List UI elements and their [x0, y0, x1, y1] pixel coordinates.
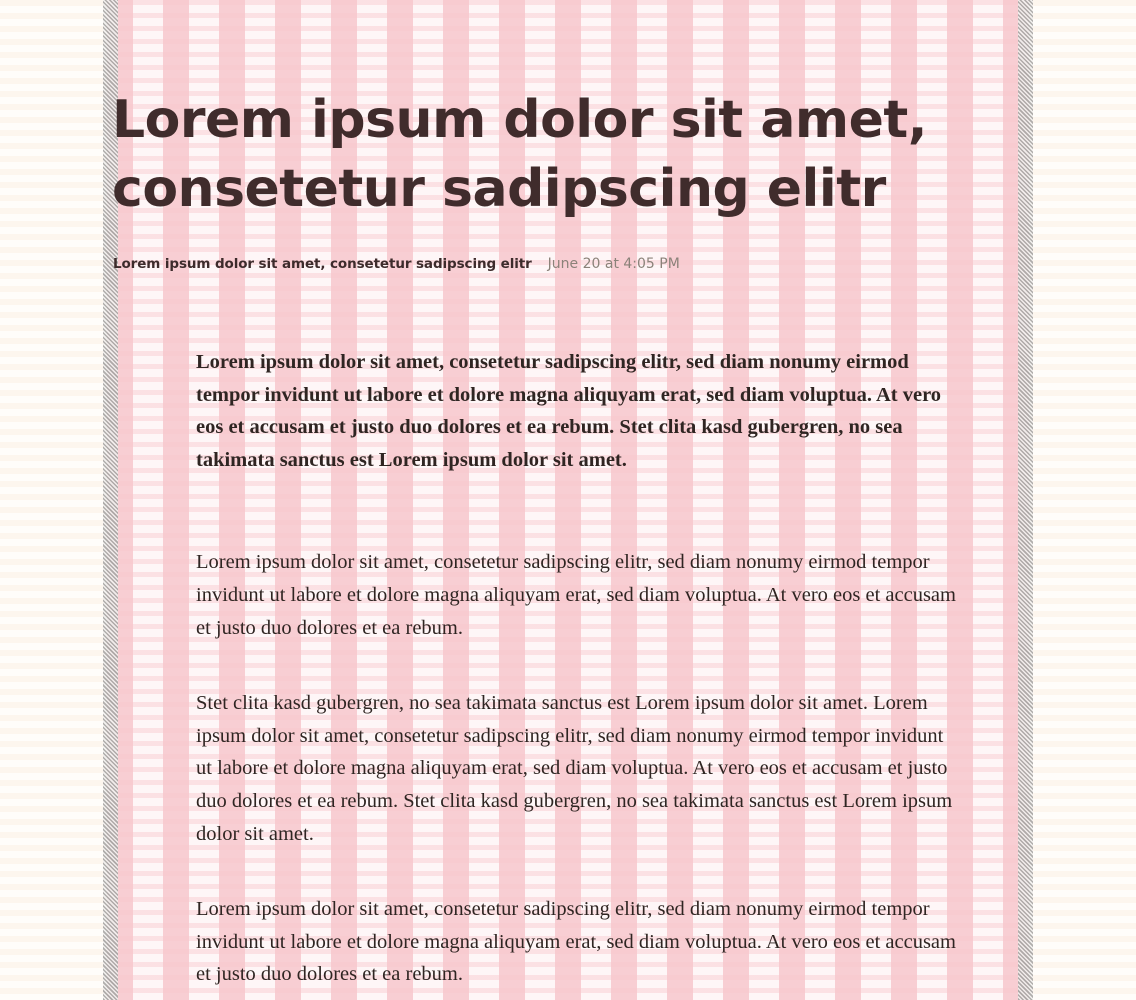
article-body [196, 346, 958, 991]
page-title: Lorem ipsum dolor sit amet, consetetur sadipscing elitr [112, 90, 927, 220]
paragraph: Lorem ipsum dolor sit amet, consetetur sadipscing elitr, sed diam nonumy eirmod tempor invidunt ut labore et dolore magna aliquyam erat, sed diam voluptua. At vero eos et accusam et justo duo dolores et ea rebum. [196, 898, 956, 986]
byline-author: Lorem ipsum dolor sit amet, consetetur sadipscing elitr [113, 256, 532, 272]
byline-timestamp: June 20 at 4:05 PM [547, 256, 680, 272]
byline [113, 256, 680, 272]
paragraph-lead: Lorem ipsum dolor sit amet, consetetur sadipscing elitr, sed diam nonumy eirmod tempor invidunt ut labore et dolore magna aliquyam erat, sed diam voluptua. At vero eos et accusam et justo duo dolores et ea rebum. Stet clita kasd gubergren, no sea takimata sanctus est Lorem ipsum dolor sit amet. [196, 351, 942, 471]
paragraph: Stet clita kasd gubergren, no sea takimata sanctus est Lorem ipsum dolor sit amet. Lorem ipsum dolor sit amet, consetetur sadipscing elitr, sed diam nonumy eirmod tempor invidunt ut labore et dolore magna aliquyam erat, sed diam voluptua. At vero eos et accusam et justo duo dolores et ea rebum. Stet clita kasd gubergren, no sea takimata sanctus est Lorem ipsum dolor sit amet. [196, 692, 953, 845]
paragraph: Lorem ipsum dolor sit amet, consetetur sadipscing elitr, sed diam nonumy eirmod tempor invidunt ut labore et dolore magna aliquyam erat, sed diam voluptua. At vero eos et accusam et justo duo dolores et ea rebum. [196, 551, 956, 639]
